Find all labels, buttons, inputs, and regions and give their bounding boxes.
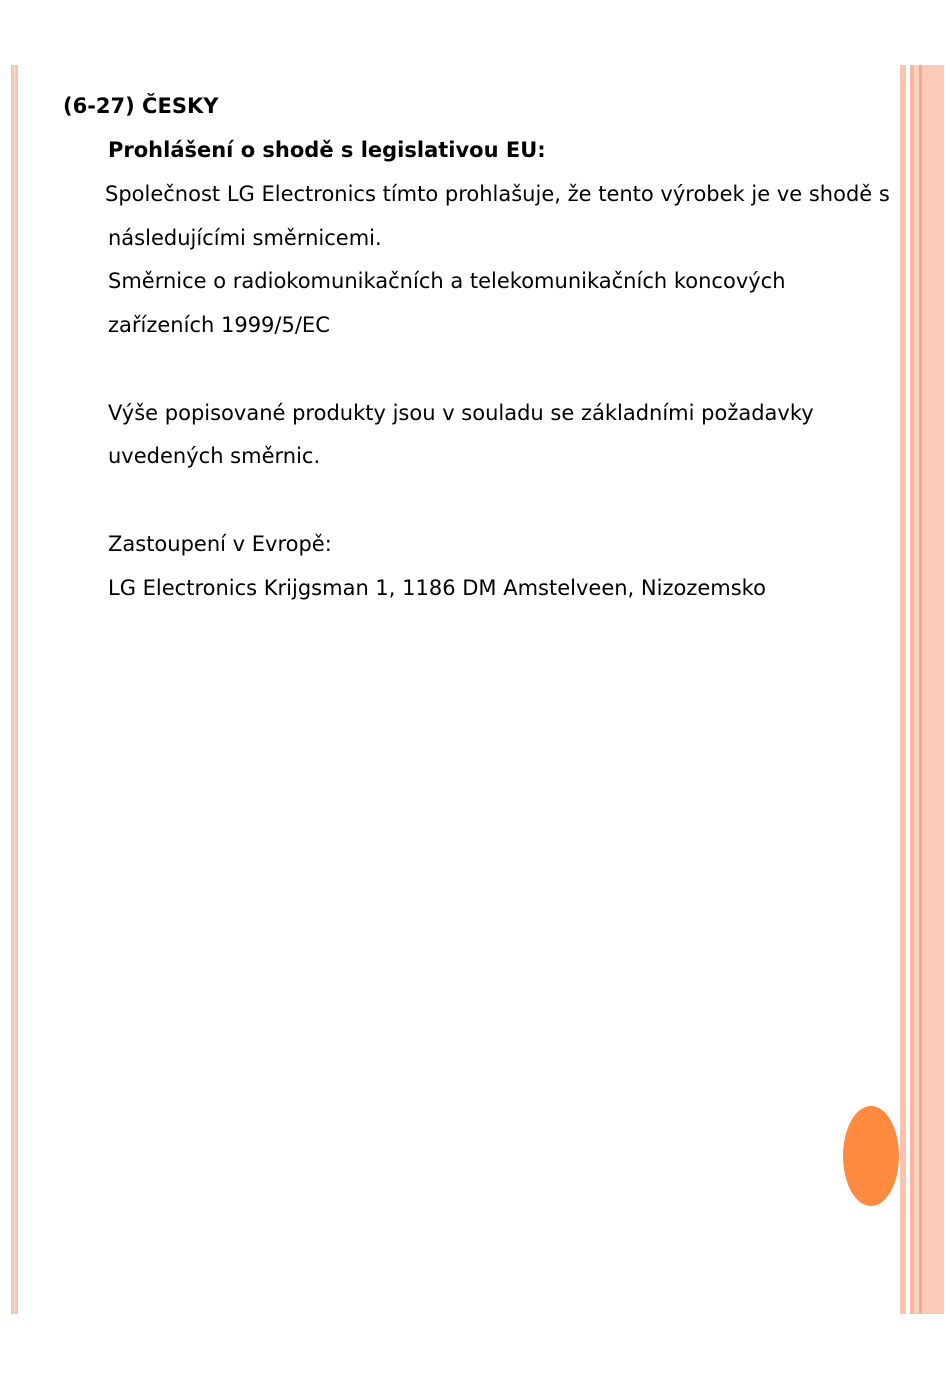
paragraph-line: uvedených směrnic.	[108, 444, 321, 468]
paragraph-line: Výše popisované produkty jsou v souladu se základními požadavky	[108, 401, 814, 425]
representative-label: Zastoupení v Evropě:	[108, 532, 332, 556]
paragraph-line: Směrnice o radiokomunikačních a telekomunikačních koncových	[108, 269, 786, 293]
paragraph-line: následujícími směrnicemi.	[108, 226, 382, 250]
section-heading: Prohlášení o shodě s legislativou EU:	[108, 138, 546, 162]
orange-oval-decoration	[843, 1106, 899, 1206]
paragraph-line: Společnost LG Electronics tímto prohlašuje, že tento výrobek je ve shodě s	[105, 182, 890, 206]
right-band-stripe	[944, 65, 950, 1314]
left-border-rule-inner	[14, 65, 15, 1314]
paragraph-line: zařízeních 1999/5/EC	[108, 313, 330, 337]
page-title: (6-27) ČESKY	[63, 94, 219, 118]
right-decorative-band	[900, 65, 950, 1314]
right-band-stripe	[922, 65, 944, 1314]
representative-address: LG Electronics Krijgsman 1, 1186 DM Amstelveen, Nizozemsko	[108, 576, 766, 600]
